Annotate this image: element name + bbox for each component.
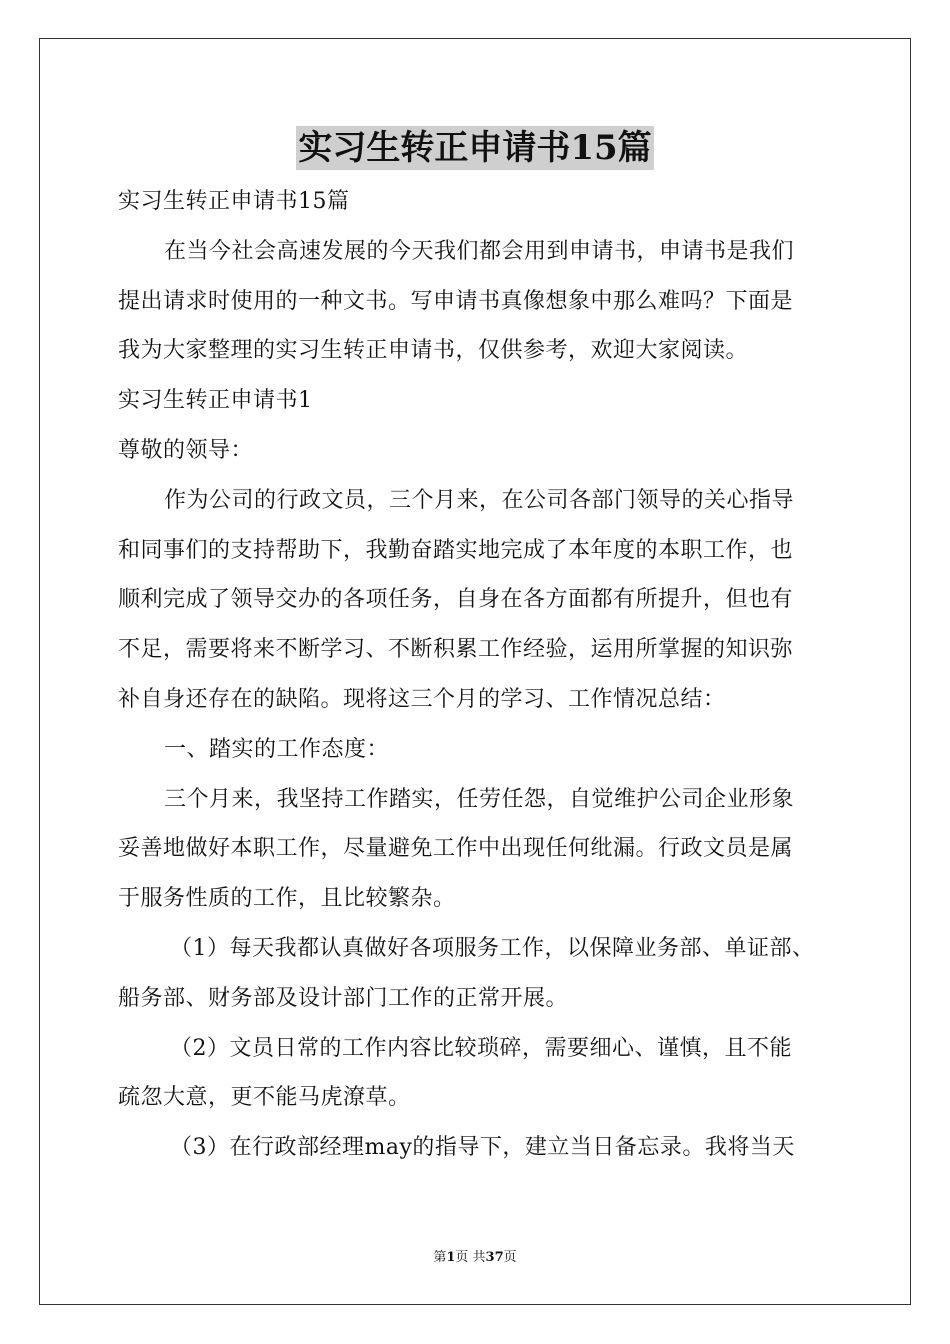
footer-suffix: 页 [503,1250,517,1265]
text-line: 不足，需要将来不断学习、不断积累工作经验，运用所掌握的知识弥 [118,637,794,663]
text-line: 顺利完成了领导交办的各项任务，自身在各方面都有所提升，但也有 [118,587,794,613]
text-line: 尊敬的领导： [118,437,254,463]
text-line: 实习生转正申请书15篇 [118,189,350,214]
footer-prefix: 第 [433,1250,447,1265]
document-body [118,177,858,1173]
text-line: 我为大家整理的实习生转正申请书，仅供参考，欢迎大家阅读。 [118,338,749,364]
text-line: （2）文员日常的工作内容比较琐碎，需要细心、谨慎，且不能 [170,1035,792,1061]
text-line: 实习生转正申请书1 [118,388,313,414]
footer-page-number: 1 [446,1250,456,1265]
text-line: 船务部、财务部及设计部门工作的正常开展。 [118,985,569,1011]
text-line: 于服务性质的工作，且比较繁杂。 [118,886,456,912]
text-line: 一、踏实的工作态度： [164,736,390,762]
text-line: （3）在行政部经理may的指导下，建立当日备忘录。我将当天 [170,1135,795,1161]
footer-total-pages: 37 [485,1250,504,1265]
text-line: （1）每天我都认真做好各项服务工作，以保障业务部、单证部、 [170,935,815,961]
text-line: 和同事们的支持帮助下，我勤奋踏实地完成了本年度的本职工作，也 [118,537,794,563]
footer-middle: 页 共 [455,1250,486,1265]
title-container [0,126,950,170]
text-line: 提出请求时使用的一种文书。写申请书真像想象中那么难吗？下面是 [118,288,794,314]
text-line: 三个月来，我坚持工作踏实，任劳任怨，自觉维护公司企业形象 [164,786,795,812]
text-line: 疏忽大意，更不能马虎潦草。 [118,1085,411,1111]
text-line: 作为公司的行政文员，三个月来，在公司各部门领导的关心指导 [164,487,795,513]
document-title: 实习生转正申请书15篇 [298,128,652,168]
text-line: 补自身还存在的缺陷。现将这三个月的学习、工作情况总结： [118,686,726,712]
text-line: 妥善地做好本职工作，尽量避免工作中出现任何纰漏。行政文员是属 [118,836,794,862]
text-line: 在当今社会高速发展的今天我们都会用到申请书，申请书是我们 [164,238,795,264]
page-footer [0,1246,950,1265]
